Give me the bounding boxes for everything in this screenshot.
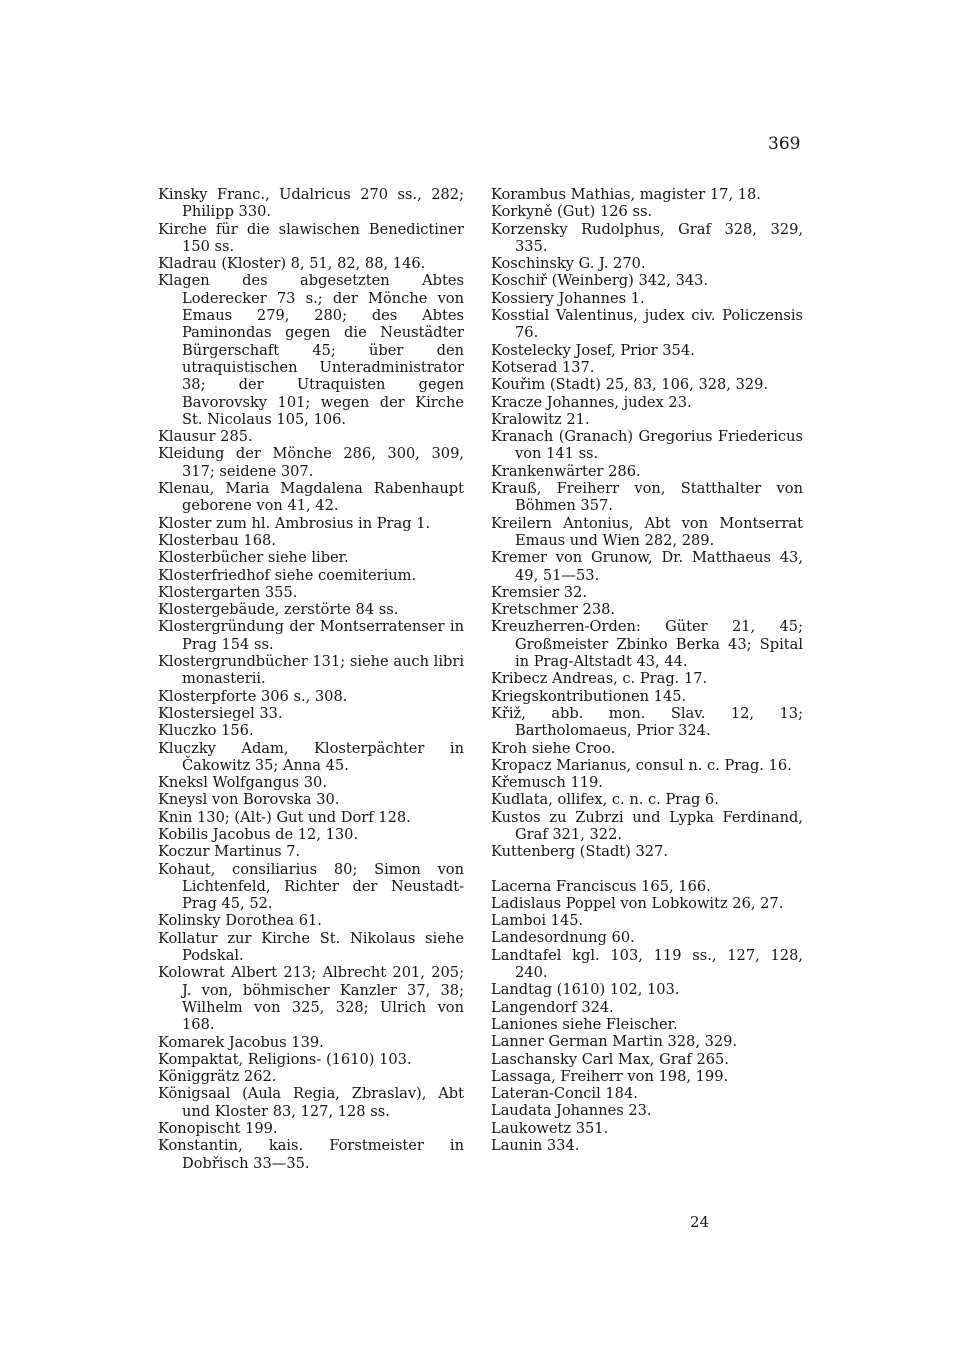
index-entry: Lassaga, Freiherr von 198, 199. xyxy=(491,1067,729,1085)
index-entry: Klosterbau 168. xyxy=(158,531,276,549)
index-entry: Kropacz Marianus, consul n. c. Prag. 16. xyxy=(491,756,792,774)
index-entry: Klagen des abgesetzten Abtes Loderecker 73 s.; der Mönche von Emaus 279, 280; des Abtes Paminondas gegen die Neustädter Bürgerschaft 45; über den utraquistischen Unteradministrator 38; der Utraquisten gegen Bavorovsky 101; wegen der Kirche St. Nicolaus 105, 106. xyxy=(158,272,464,428)
index-column-right xyxy=(491,186,803,1154)
index-entry: Königgrätz 262. xyxy=(158,1068,277,1086)
index-entry: Korambus Mathias, magister 17, 18. xyxy=(491,186,761,203)
index-entry: Kribecz Andreas, c. Prag. 17. xyxy=(491,670,708,688)
index-entry: Korkyně (Gut) 126 ss. xyxy=(491,203,653,221)
index-entry: Landtag (1610) 102, 103. xyxy=(491,981,680,999)
index-entry: Laniones siehe Fleischer. xyxy=(491,1015,678,1033)
index-entry: Landtafel kgl. 103, 119 ss., 127, 128, 240. xyxy=(491,946,803,982)
index-entry: Koczur Martinus 7. xyxy=(158,843,301,861)
index-entry: Klostersiegel 33. xyxy=(158,704,283,722)
index-entry: Laukowetz 351. xyxy=(491,1119,609,1137)
index-entry: Kotserad 137. xyxy=(491,358,595,376)
index-entry: Knin 130; (Alt-) Gut und Dorf 128. xyxy=(158,808,411,826)
index-entry: Konstantin, kais. Forstmeister in Dobřisch 33—35. xyxy=(158,1137,464,1172)
section-gap xyxy=(491,861,803,878)
index-entry: Kobilis Jacobus de 12, 130. xyxy=(158,825,359,843)
index-entry: Křiž, abb. mon. Slav. 12, 13; Bartholomaeus, Prior 324. xyxy=(491,704,803,740)
index-entry: Lanner German Martin 328, 329. xyxy=(491,1033,738,1051)
index-entry: Klostergebäude, zerstörte 84 ss. xyxy=(158,601,399,619)
index-entry: Lamboi 145. xyxy=(491,912,584,930)
index-entry: Kleidung der Mönche 286, 300, 309, 317; seidene 307. xyxy=(158,445,464,480)
index-entry: Launin 334. xyxy=(491,1137,580,1155)
index-entry: Kreuzherren-Orden: Güter 21, 45; Großmeister Zbinko Berka 43; Spital in Prag-Altstadt 43, 44. xyxy=(491,618,803,671)
index-entry: Kranach (Granach) Gregorius Friedericus von 141 ss. xyxy=(491,428,803,463)
index-entry: Kluczko 156. xyxy=(158,722,254,740)
index-column-left xyxy=(158,186,464,1172)
index-entry: Kremsier 32. xyxy=(491,583,587,601)
index-entry: Koschiř (Weinberg) 342, 343. xyxy=(491,272,709,290)
index-entry: Klostergründung der Montserratenser in Prag 154 ss. xyxy=(158,618,464,653)
index-entry: Komarek Jacobus 139. xyxy=(158,1033,324,1051)
index-entry: Lacerna Franciscus 165, 166. xyxy=(491,877,711,895)
index-entry: Klosterpforte 306 s., 308. xyxy=(158,687,348,705)
index-entry: Kirche für die slawischen Benedictiner 150 ss. xyxy=(158,220,464,255)
index-entry: Kinsky Franc., Udalricus 270 ss., 282; Philipp 330. xyxy=(158,186,464,221)
index-entry: Klenau, Maria Magdalena Rabenhaupt geborene von 41, 42. xyxy=(158,480,464,515)
index-entry: Königsaal (Aula Regia, Zbraslav), Abt und Kloster 83, 127, 128 ss. xyxy=(158,1085,464,1120)
page-number: 369 xyxy=(768,134,801,154)
index-entry: Kolinsky Dorothea 61. xyxy=(158,912,322,930)
index-entry: Kuttenberg (Stadt) 327. xyxy=(491,843,668,861)
index-entry: Langendorf 324. xyxy=(491,998,614,1016)
index-entry: Kudlata, ollifex, c. n. c. Prag 6. xyxy=(491,791,719,809)
index-entry: Laschansky Carl Max, Graf 265. xyxy=(491,1050,729,1068)
index-entry: Kreilern Antonius, Abt von Montserrat Emaus und Wien 282, 289. xyxy=(491,514,803,549)
index-entry: Kneysl von Borovska 30. xyxy=(158,791,340,809)
index-entry: Krauß, Freiherr von, Statthalter von Böhmen 357. xyxy=(491,480,803,515)
index-entry: Kracze Johannes, judex 23. xyxy=(491,393,692,411)
index-entry: Kostelecky Josef, Prior 354. xyxy=(491,341,695,359)
index-entry: Konopischt 199. xyxy=(158,1120,278,1138)
index-entry: Korzensky Rudolphus, Graf 328, 329, 335. xyxy=(491,220,803,255)
index-entry: Kolowrat Albert 213; Albrecht 201, 205; J. von, böhmischer Kanzler 37, 38; Wilhelm von 325, 328; Ulrich von 168. xyxy=(158,964,464,1034)
index-entry: Kustos zu Zubrzi und Lypka Ferdinand, Graf 321, 322. xyxy=(491,808,803,843)
index-entry: Klosterfriedhof siehe coemiterium. xyxy=(158,566,417,584)
index-entry: Krankenwärter 286. xyxy=(491,462,641,480)
index-entry: Kosstial Valentinus, judex civ. Policzensis 76. xyxy=(491,307,803,342)
index-entry: Kralowitz 21. xyxy=(491,410,590,428)
index-entry: Kneksl Wolfgangus 30. xyxy=(158,774,327,792)
index-entry: Ladislaus Poppel von Lobkowitz 26, 27. xyxy=(491,894,784,912)
index-entry: Laudata Johannes 23. xyxy=(491,1102,652,1120)
index-entry: Klausur 285. xyxy=(158,428,253,446)
index-entry: Klosterbücher siehe liber. xyxy=(158,549,349,567)
index-entry: Koschinsky G. J. 270. xyxy=(491,255,646,273)
index-entry: Klostergrundbücher 131; siehe auch libri monasterii. xyxy=(158,653,464,688)
index-entry: Landesordnung 60. xyxy=(491,929,635,947)
index-entry: Kouřim (Stadt) 25, 83, 106, 328, 329. xyxy=(491,376,769,394)
index-entry: Kompaktat, Religions- (1610) 103. xyxy=(158,1050,412,1068)
index-entry: Kohaut, consiliarius 80; Simon von Lichtenfeld, Richter der Neustadt-Prag 45, 52. xyxy=(158,860,464,913)
signature-mark: 24 xyxy=(690,1213,710,1231)
index-entry: Kloster zum hl. Ambrosius in Prag 1. xyxy=(158,514,431,532)
index-entry: Kriegskontributionen 145. xyxy=(491,687,687,705)
index-entry: Kroh siehe Croo. xyxy=(491,739,616,757)
index-entry: Křemusch 119. xyxy=(491,774,603,792)
index-entry: Kollatur zur Kirche St. Nikolaus siehe Podskal. xyxy=(158,929,464,965)
index-entry: Lateran-Concil 184. xyxy=(491,1085,638,1103)
index-entry: Kremer von Grunow, Dr. Matthaeus 43, 49, 51—53. xyxy=(491,549,803,584)
index-entry: Kretschmer 238. xyxy=(491,601,616,619)
index-entry: Klostergarten 355. xyxy=(158,583,298,601)
index-entry: Kluczky Adam, Klosterpächter in Čakowitz 35; Anna 45. xyxy=(158,739,464,774)
index-entry: Kossiery Johannes 1. xyxy=(491,289,645,307)
index-entry: Kladrau (Kloster) 8, 51, 82, 88, 146. xyxy=(158,255,426,273)
